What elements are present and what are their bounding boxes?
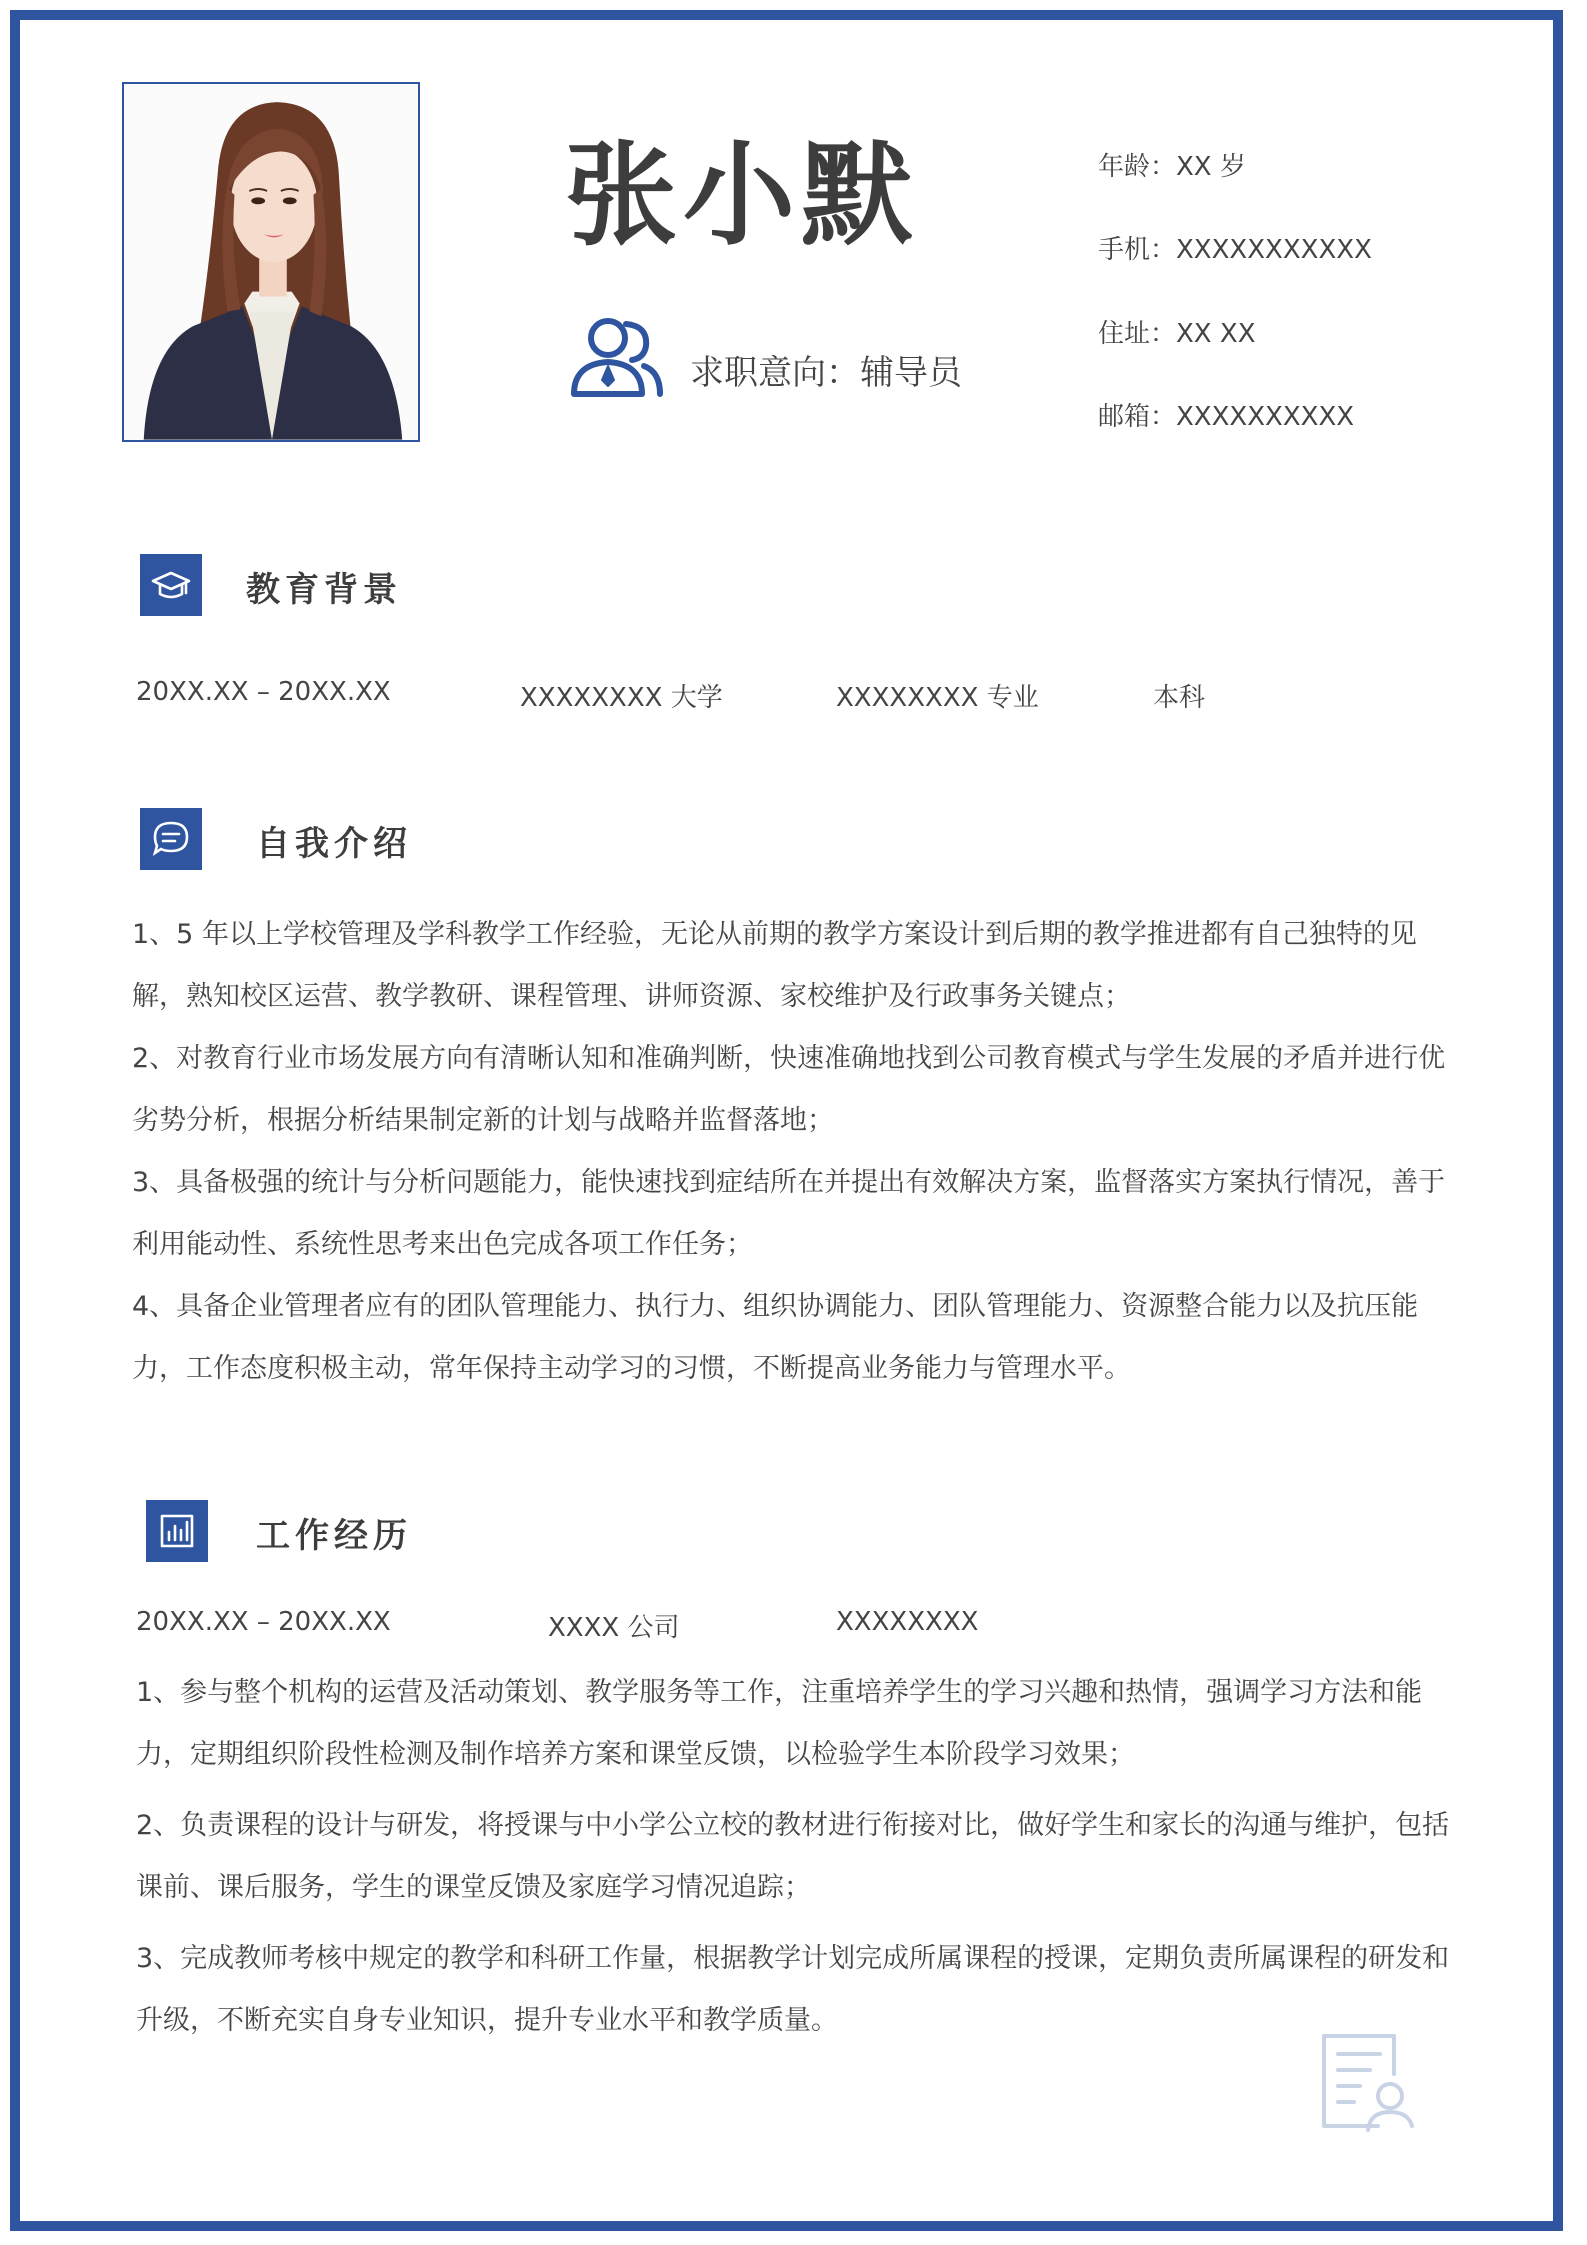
work-company: XXXX 公司 [548,1613,680,1643]
intro-list [132,904,1462,1400]
work-section-title: 工作经历 [256,1516,412,1556]
work-item: 2、负责课程的设计与研发，将授课与中小学公立校的教材进行衔接对比，做好学生和家长的沟通与维护，包括课前、课后服务，学生的课堂反馈及家庭学习情况追踪； [136,1810,1450,1903]
intro-section-title: 自我介绍 [256,824,412,864]
work-period: 20XX.XX – 20XX.XX [136,1607,391,1637]
intro-item: 2、对教育行业市场发展方向有清晰认知和准确判断，快速准确地找到公司教育模式与学生发展的矛盾并进行优劣势分析，根据分析结果制定新的计划与战略并监督落地； [132,1043,1446,1136]
info-address: 住址：XX XX [1098,319,1256,349]
intro-item: 3、具备极强的统计与分析问题能力，能快速找到症结所在并提出有效解决方案，监督落实方案执行情况，善于利用能动性、系统性思考来出色完成各项工作任务； [132,1167,1446,1260]
intro-item: 4、具备企业管理者应有的团队管理能力、执行力、组织协调能力、团队管理能力、资源整合能力以及抗压能力，工作态度积极主动，常年保持主动学习的习惯，不断提高业务能力与管理水平。 [132,1291,1419,1384]
job-intent: 求职意向：辅导员 [690,353,962,393]
users-icon [568,314,664,400]
info-email: 邮箱：XXXXXXXXXX [1098,402,1355,432]
resume-watermark-icon [1318,2030,1420,2136]
info-phone: 手机：XXXXXXXXXXX [1098,235,1372,265]
work-item: 3、完成教师考核中规定的教学和科研工作量，根据教学计划完成所属课程的授课，定期负责所属课程的研发和升级，不断充实自身专业知识，提升专业水平和教学质量。 [136,1943,1450,2036]
graduation-cap-icon [140,554,202,616]
work-item: 1、参与整个机构的运营及活动策划、教学服务等工作，注重培养学生的学习兴趣和热情，强调学习方法和能力，定期组织阶段性检测及制作培养方案和课堂反馈，以检验学生本阶段学习效果； [136,1677,1423,1770]
info-age: 年龄：XX 岁 [1098,152,1246,182]
intro-item: 1、5 年以上学校管理及学科教学工作经验，无论从前期的教学方案设计到后期的教学推进都有自己独特的见解，熟知校区运营、教学教研、课程管理、讲师资源、家校维护及行政事务关键点； [132,919,1417,1012]
candidate-name: 张小默 [565,131,919,261]
profile-photo [122,82,420,442]
work-list [136,1662,1466,2061]
bar-chart-icon [146,1500,208,1562]
education-degree: 本科 [1153,683,1206,713]
education-section-title: 教育背景 [246,570,402,610]
education-major: XXXXXXXX 专业 [836,683,1039,713]
education-school: XXXXXXXX 大学 [520,683,723,713]
chat-bubble-icon [140,808,202,870]
education-period: 20XX.XX – 20XX.XX [136,677,391,707]
work-position: XXXXXXXX [836,1607,979,1637]
